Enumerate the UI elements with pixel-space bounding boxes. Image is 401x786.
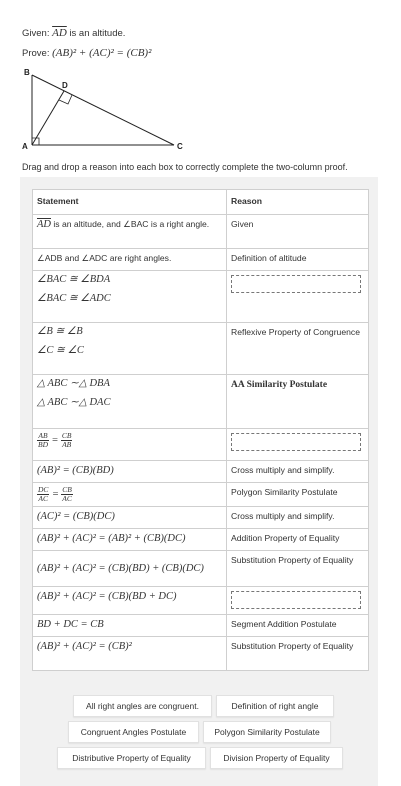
- statement-text: BD + DC = CB: [37, 619, 104, 630]
- table-row: [33, 271, 369, 323]
- prove-statement: (AB)² + (AC)² = (CB)²: [52, 47, 152, 59]
- reason-text[interactable]: AA Similarity Postulate: [231, 380, 328, 390]
- statement-cell: [33, 637, 227, 671]
- statement-header: Statement: [33, 190, 227, 215]
- prove-label: Prove:: [22, 48, 50, 59]
- triangle-diagram: [22, 66, 192, 152]
- reason-cell: Segment Addition Postulate: [227, 615, 369, 637]
- reason-cell: [227, 429, 369, 461]
- statement-text: (AB)² + (AC)² = (CB)²: [37, 641, 132, 652]
- statement-cell: [33, 483, 227, 507]
- reason-cell: Given: [227, 215, 369, 249]
- answer-tile[interactable]: Congruent Angles Postulate: [68, 721, 199, 743]
- table-row: [33, 615, 369, 637]
- table-row: [33, 375, 369, 429]
- given-label: Given:: [22, 28, 50, 39]
- statement-text: (AC)² = (CB)(DC): [37, 511, 115, 522]
- statement-line: △ ABC ∼△ DBA: [37, 378, 110, 389]
- denominator: AB: [62, 440, 72, 449]
- table-row: [33, 529, 369, 551]
- table-row: [33, 249, 369, 271]
- statement-text: is an altitude, and ∠BAC is a right angle.: [53, 219, 210, 229]
- statement-segment: $\overline{AD}$: [37, 219, 51, 230]
- statement-cell: [33, 587, 227, 615]
- table-row: [33, 587, 369, 615]
- prove-line: [22, 47, 151, 59]
- instructions: Drag and drop a reason into each box to correctly complete the two-column proof.: [22, 162, 348, 172]
- fraction: [61, 486, 73, 503]
- fraction: [37, 432, 49, 449]
- table-row: [33, 461, 369, 483]
- table-row: [33, 507, 369, 529]
- label-c: C: [177, 142, 183, 151]
- proof-panel: [20, 177, 378, 786]
- label-d: D: [62, 81, 68, 90]
- answer-tile[interactable]: Definition of right angle: [216, 695, 334, 717]
- statement-cell: [33, 529, 227, 551]
- statement-line: ∠BAC ≅ ∠ADC: [37, 293, 111, 304]
- reason-cell: Definition of altitude: [227, 249, 369, 271]
- reason-cell: Substitution Property of Equality: [227, 637, 369, 671]
- given-line: [22, 27, 125, 39]
- statement-cell: [33, 429, 227, 461]
- table-row: [33, 551, 369, 587]
- proof-table: [32, 189, 369, 671]
- statement-cell: [33, 375, 227, 429]
- answer-tile[interactable]: Distributive Property of Equality: [57, 747, 206, 769]
- fraction: [37, 486, 49, 503]
- table-row: [33, 637, 369, 671]
- statement-cell: [33, 461, 227, 483]
- given-text: is an altitude.: [69, 28, 126, 39]
- numerator: AB: [38, 431, 48, 440]
- given-segment: $\overline{AD}$: [52, 27, 67, 39]
- equals-sign: =: [51, 434, 59, 446]
- statement-line: △ ABC ∼△ DAC: [37, 397, 111, 408]
- label-a: A: [22, 142, 28, 151]
- statement-cell: [33, 271, 227, 323]
- table-row: [33, 483, 369, 507]
- reason-cell: Cross multiply and simplify.: [227, 461, 369, 483]
- reason-cell: [227, 375, 369, 429]
- reason-cell: Cross multiply and simplify.: [227, 507, 369, 529]
- statement-text: (AB)² + (AC)² = (CB)(BD + DC): [37, 591, 177, 602]
- statement-text: (AB)² + (AC)² = (CB)(BD) + (CB)(DC): [37, 563, 204, 574]
- reason-drop-zone[interactable]: [231, 433, 361, 451]
- statement-cell: [33, 215, 227, 249]
- statement-cell: [33, 551, 227, 587]
- label-b: B: [24, 68, 30, 77]
- altitude-ad: [32, 91, 64, 145]
- statement-line: ∠BAC ≅ ∠BDA: [37, 274, 111, 285]
- statement-line: ∠C ≅ ∠C: [37, 345, 84, 356]
- reason-drop-zone[interactable]: [231, 275, 361, 293]
- statement-cell: ∠ADB and ∠ADC are right angles.: [33, 249, 227, 271]
- numerator: CB: [61, 431, 72, 440]
- table-row: [33, 429, 369, 461]
- table-row: [33, 323, 369, 375]
- reason-cell: Substitution Property of Equality: [227, 551, 369, 587]
- statement-text: (AB)² + (AC)² = (AB)² + (CB)(DC): [37, 533, 186, 544]
- numerator: CB: [62, 485, 72, 494]
- statement-cell: [33, 615, 227, 637]
- statement-text: (AB)² = (CB)(BD): [37, 465, 114, 476]
- fraction: [61, 432, 73, 449]
- numerator: DC: [38, 485, 49, 494]
- reason-cell: Polygon Similarity Postulate: [227, 483, 369, 507]
- reason-cell: [227, 587, 369, 615]
- table-row: [33, 215, 369, 249]
- denominator: AC: [38, 494, 48, 503]
- equals-sign: =: [51, 488, 59, 500]
- reason-drop-zone[interactable]: [231, 591, 361, 609]
- statement-line: ∠B ≅ ∠B: [37, 326, 83, 337]
- reason-cell: Addition Property of Equality: [227, 529, 369, 551]
- reason-cell: [227, 271, 369, 323]
- reason-header: Reason: [227, 190, 369, 215]
- denominator: AC: [62, 494, 72, 503]
- answer-tile[interactable]: Polygon Similarity Postulate: [203, 721, 331, 743]
- denominator: BD: [38, 440, 48, 449]
- table-header-row: [33, 190, 369, 215]
- statement-cell: [33, 507, 227, 529]
- statement-cell: [33, 323, 227, 375]
- answer-tile[interactable]: All right angles are congruent.: [73, 695, 212, 717]
- answer-tile[interactable]: Division Property of Equality: [210, 747, 343, 769]
- reason-cell: Reflexive Property of Congruence: [227, 323, 369, 375]
